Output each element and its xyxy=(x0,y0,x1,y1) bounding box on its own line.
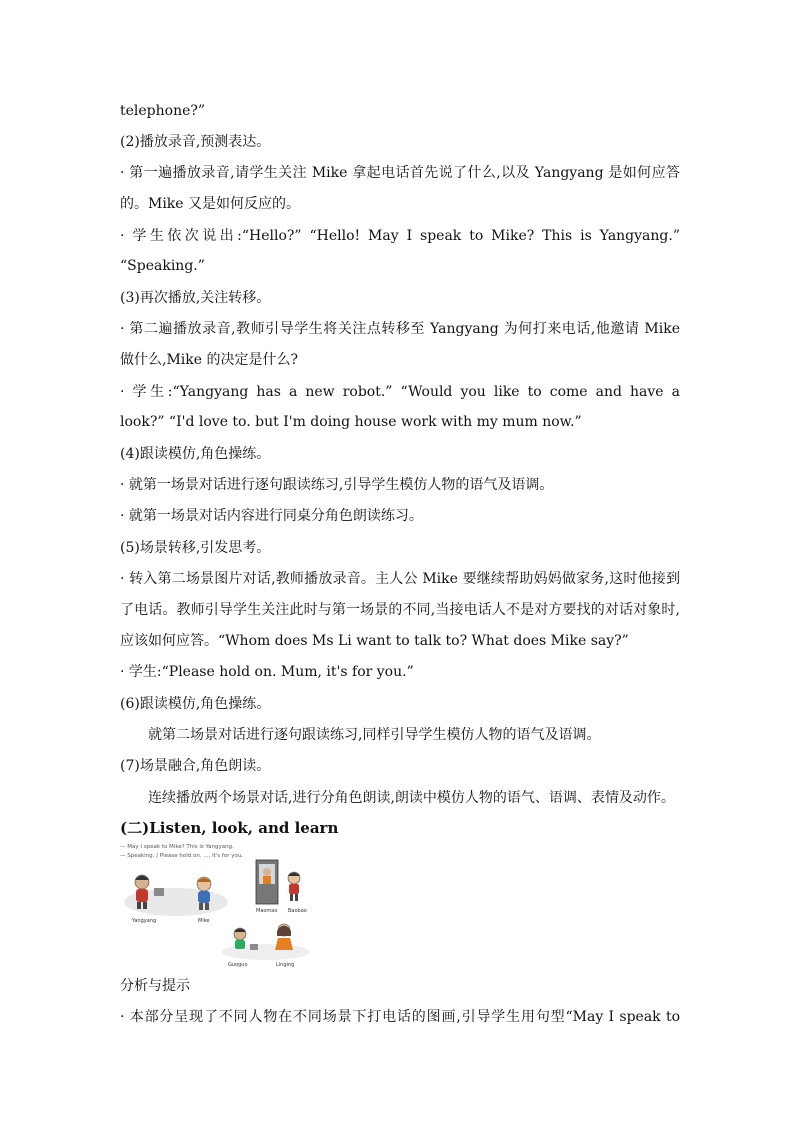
scene-maomao-baobao xyxy=(256,860,307,914)
text-line: look?” “I'd love to. but I'm doing house work with my mum now.” xyxy=(120,414,582,430)
telephone-icon xyxy=(154,888,164,896)
step-heading: (2)播放录音,预测表达。 xyxy=(120,134,271,150)
text-line: 连续播放两个场景对话,进行分角色朗读,朗读中模仿人物的语气、语调、表情及动作。 xyxy=(148,790,675,806)
name-label-maomao: Maomao xyxy=(256,908,278,914)
text-line: 了电话。教师引导学生关注此时与第一场景的不同,当接电话人不是对方要找的对话对象时, xyxy=(120,602,680,618)
scene-yangyang-mike xyxy=(124,875,228,924)
name-label-baobao: Baobao xyxy=(288,908,307,914)
text-line: · 第一遍播放录音,请学生关注 Mike 拿起电话首先说了什么,以及 Yangyang 是如何应答 xyxy=(120,165,680,181)
name-label-guoguo: Guoguo xyxy=(228,962,248,968)
telephone-icon xyxy=(250,944,258,950)
step-heading: (5)场景转移,引发思考。 xyxy=(120,540,271,556)
step-heading: (3)再次播放,关注转移。 xyxy=(120,290,271,306)
text-line: · 学生:“Yangyang has a new robot.” “Would you like to come and have a xyxy=(120,384,680,400)
name-label-linging: Linging xyxy=(276,962,295,968)
text-line: telephone?” xyxy=(120,103,206,119)
dialogue-line-1: — May I speak to Mike? This is Yangyang. xyxy=(120,844,234,850)
step-heading: (7)场景融合,角色朗读。 xyxy=(120,758,271,774)
scene-guoguo-linging xyxy=(222,924,310,968)
name-label-mike: Mike xyxy=(198,918,210,924)
text-line: · 就第一场景对话进行逐句跟读练习,引导学生模仿人物的语气及语调。 xyxy=(120,477,554,493)
text-line: · 就第一场景对话内容进行同桌分角色朗读练习。 xyxy=(120,508,423,524)
text-line: 就第二场景对话进行逐句跟读练习,同样引导学生模仿人物的语气及语调。 xyxy=(148,727,601,743)
text-line: · 第二遍播放录音,教师引导学生将关注点转移至 Yangyang 为何打来电话,他邀请 Mike xyxy=(120,321,680,337)
text-line: 做什么,Mike 的决定是什么? xyxy=(120,352,298,368)
text-line: · 学生:“Please hold on. Mum, it's for you.” xyxy=(120,664,414,680)
text-line: 应该如何应答。“Whom does Ms Li want to talk to? What does Mike say?” xyxy=(120,633,629,649)
text-line: “Speaking.” xyxy=(120,258,205,274)
step-heading: (6)跟读模仿,角色操练。 xyxy=(120,696,271,712)
analysis-heading: 分析与提示 xyxy=(120,978,190,994)
telephone-scenes-illustration xyxy=(118,840,314,972)
text-line: 的。Mike 又是如何反应的。 xyxy=(120,196,301,212)
step-heading: (4)跟读模仿,角色操练。 xyxy=(120,446,271,462)
text-line: · 转入第二场景图片对话,教师播放录音。主人公 Mike 要继续帮助妈妈做家务,这时他接到 xyxy=(120,571,680,587)
text-line: · 学生依次说出:“Hello?” “Hello! May I speak to Mike? This is Yangyang.” xyxy=(120,228,680,244)
text-line: · 本部分呈现了不同人物在不同场景下打电话的图画,引导学生用句型“May I speak to xyxy=(120,1009,680,1025)
name-label-yangyang: Yangyang xyxy=(132,918,157,924)
dialogue-line-2: — Speaking. / Please hold on. ..., it's for you. xyxy=(120,853,244,859)
section-heading: (二)Listen, look, and learn xyxy=(120,819,339,837)
